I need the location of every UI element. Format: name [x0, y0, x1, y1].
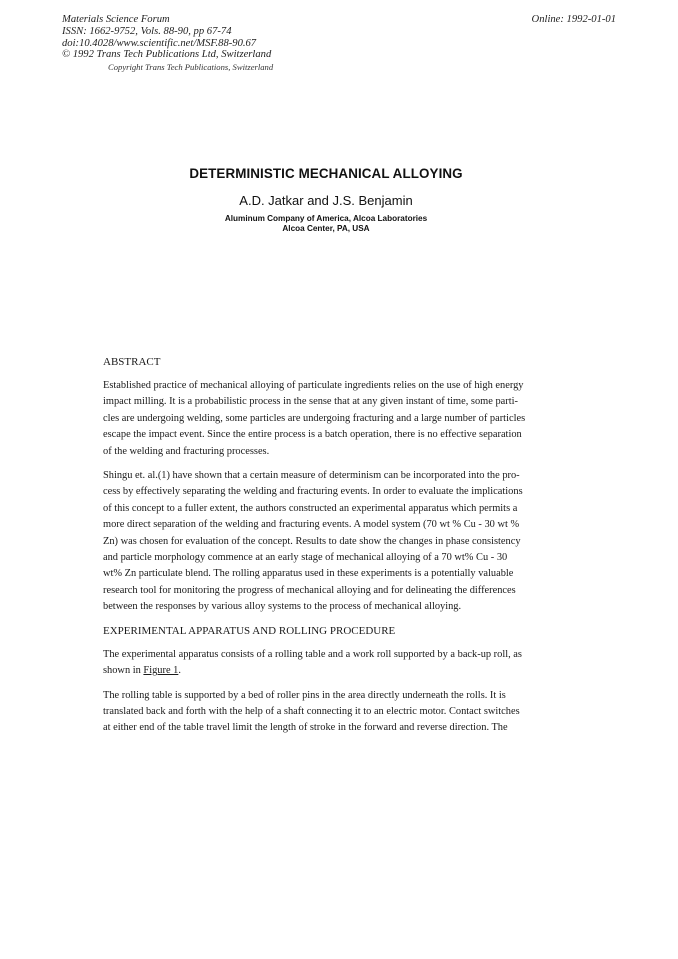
text-line: Established practice of mechanical alloying of particulate ingredients relies on the use of high energy — [103, 380, 524, 391]
author-affiliation — [0, 214, 652, 234]
text-line: wt% Zn particulate blend. The rolling apparatus used in these experiments is a potentially valuable — [103, 568, 514, 580]
rights-line: © 1992 Trans Tech Publications Ltd, Switzerland — [62, 49, 272, 61]
paper-title: DETERMINISTIC MECHANICAL ALLOYING — [189, 166, 463, 181]
text-line: The rolling table is supported by a bed of roller pins in the area directly underneath the rolls. It is — [103, 689, 506, 701]
text-line: The experimental apparatus consists of a rolling table and a work roll supported by a back-up roll, as — [103, 648, 522, 660]
text-line: more direct separation of the welding and fracturing events. A model system (70 wt % Cu - 30 wt % — [103, 519, 520, 531]
text-line: of the welding and fracturing processes. — [103, 445, 270, 457]
text-line: of this concept to a fuller extent, the authors constructed an experimental apparatus which permits a — [103, 502, 518, 514]
text-line: Zn) was chosen for evaluation of the concept. Results to date show the changes in phase consistency — [103, 535, 521, 547]
section-heading: EXPERIMENTAL APPARATUS AND ROLLING PROCEDURE — [103, 624, 396, 637]
abstract-heading: ABSTRACT — [103, 356, 161, 368]
doi-line: doi:10.4028/www.scientific.net/MSF.88-90.67 — [62, 37, 257, 49]
text-line: cles are undergoing welding, some particles are undergoing fracturing and a large number of particles — [103, 412, 526, 424]
abstract-paragraph-2 — [103, 468, 551, 616]
text-line: Shingu et. al.(1) have shown that a certain measure of determinism can be incorporated into the pro- — [103, 470, 520, 482]
affiliation-line: Alcoa Center, PA, USA — [282, 224, 370, 234]
publication-meta — [62, 14, 271, 61]
text-line: research tool for monitoring the progress of mechanical alloying and for delineating the differences — [103, 584, 516, 596]
text-line: between the responses by various alloy systems to the process of mechanical alloying. — [103, 601, 462, 613]
paper-authors: A.D. Jatkar and J.S. Benjamin — [239, 193, 413, 208]
paper-body — [103, 355, 551, 745]
text-line: impact milling. It is a probabilistic process in the sense that at any given instant of time, some parti- — [103, 396, 518, 408]
copyright-stamp: Copyright Trans Tech Publications, Switzerland — [108, 62, 274, 72]
abstract-paragraph-1 — [103, 378, 551, 460]
figure-1-link[interactable]: Figure 1 — [143, 665, 179, 677]
text-line: escape the impact event. Since the entire process is a batch operation, there is no effective separation — [103, 429, 522, 441]
text-line: and particle morphology commence at an early stage of mechanical alloying of a 70 wt% Cu - 30 — [103, 552, 508, 564]
issn-line: ISSN: 1662-9752, Vols. 88-90, pp 67-74 — [62, 25, 232, 37]
journal-name: Materials Science Forum — [62, 14, 170, 25]
text-line: cess by effectively separating the welding and fracturing events. In order to evaluate the implications — [103, 486, 523, 498]
text-fragment: . — [178, 665, 181, 677]
section-paragraph-2 — [103, 688, 551, 737]
text-line: translated back and forth with the help of a shaft connecting it to an electric motor. Contact switches — [103, 705, 520, 717]
text-fragment: shown in — [103, 665, 144, 677]
text-line — [103, 663, 551, 679]
affiliation-line: Aluminum Company of America, Alcoa Laboratories — [224, 214, 428, 223]
online-date: Online: 1992-01-01 — [531, 14, 616, 25]
text-line: at either end of the table travel limit the length of stroke in the forward and reverse direction. The — [103, 722, 508, 734]
section-paragraph-1 — [103, 647, 551, 680]
